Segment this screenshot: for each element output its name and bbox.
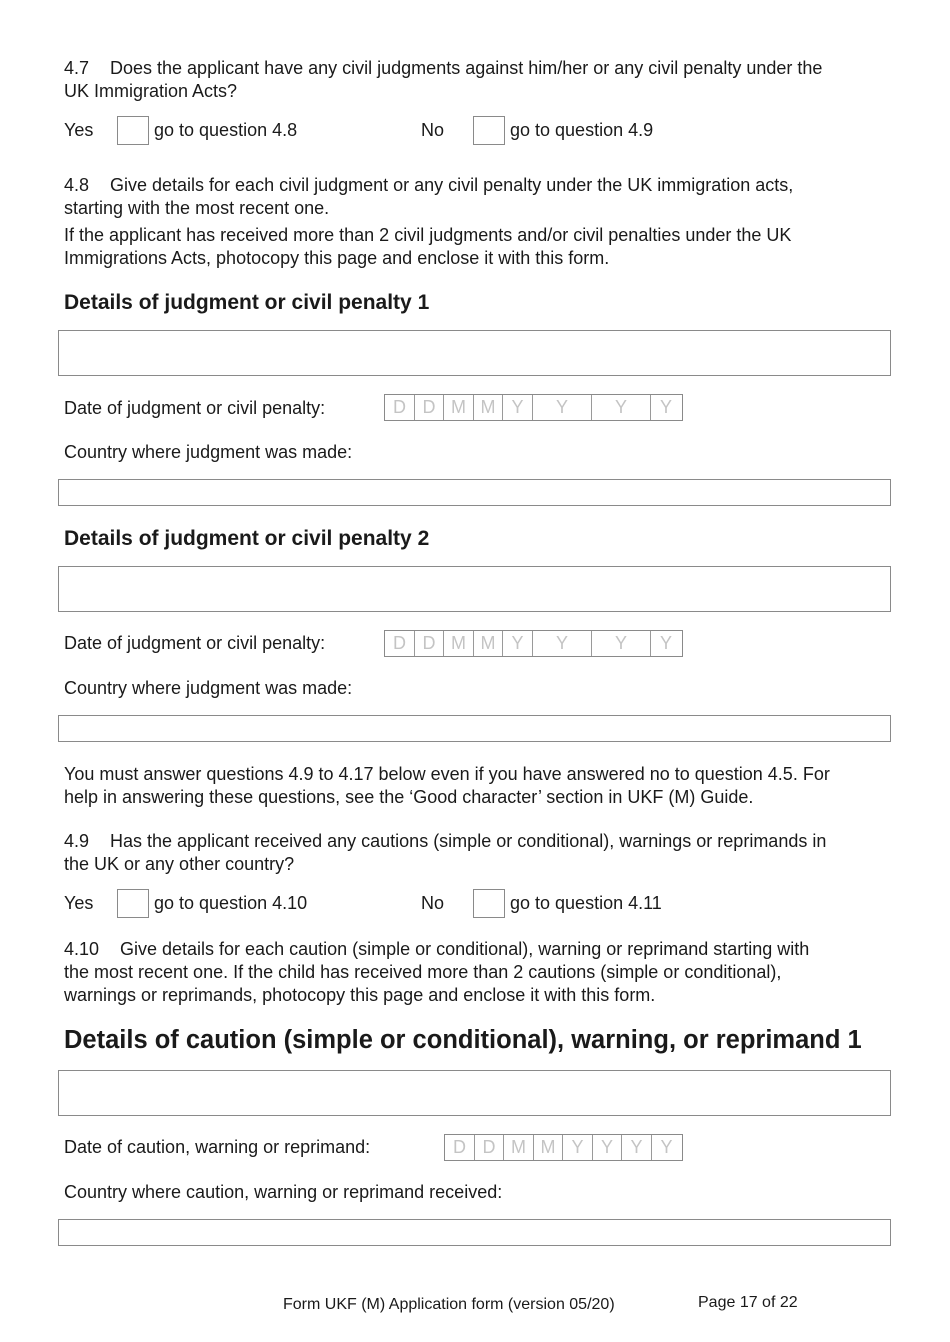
question-number: 4.7 (64, 58, 90, 78)
q47-yes-checkbox[interactable] (117, 116, 149, 145)
date-cell-year[interactable]: Y (660, 1137, 673, 1157)
date-cell-day[interactable]: D (385, 631, 415, 656)
judgment-1-date-label: Date of judgment or civil penalty: (64, 398, 326, 418)
date-cell-month[interactable]: M (444, 395, 474, 420)
date-cell-year[interactable]: Y (503, 395, 533, 420)
judgment-2-date-label: Date of judgment or civil penalty: (64, 633, 326, 653)
date-cell-year[interactable]: Y (533, 395, 592, 420)
date-cell-day[interactable]: D (445, 1135, 475, 1160)
date-cell-year[interactable]: Y (563, 1135, 593, 1160)
caution-1-country-field[interactable] (58, 1219, 891, 1246)
date-cell-year[interactable]: Y (622, 1135, 652, 1160)
q47-yes-label: Yes (64, 120, 94, 140)
q47-no-goto: go to question 4.9 (510, 120, 654, 140)
caution-1-date-label: Date of caution, warning or reprimand: (64, 1137, 371, 1157)
date-cell-month[interactable]: M (444, 631, 474, 656)
date-cell-year[interactable]: Y (659, 397, 672, 417)
judgment-1-country-field[interactable] (58, 479, 891, 506)
judgment-2-country-label: Country where judgment was made: (64, 678, 353, 698)
q47-yes-goto: go to question 4.8 (154, 120, 298, 140)
date-cell-year[interactable]: Y (533, 631, 592, 656)
q49-yes-label: Yes (64, 893, 94, 913)
date-cell-month[interactable]: M (474, 631, 503, 656)
judgment-2-heading: Details of judgment or civil penalty 2 (64, 527, 430, 550)
q49-no-goto: go to question 4.11 (510, 893, 662, 913)
caution-1-details-field[interactable] (58, 1070, 891, 1116)
date-cell-year[interactable]: Y (593, 1135, 622, 1160)
date-cell-month[interactable]: M (504, 1135, 534, 1160)
question-4-7-text: 4.7 Does the applicant have any civil judgments against him/her or any civil penalty under the UK Immigration Acts? (64, 58, 823, 101)
date-cell-year[interactable]: Y (592, 395, 651, 420)
q47-no-label: No (421, 120, 445, 140)
question-number: 4.8 (64, 175, 90, 195)
caution-1-heading: Details of caution (simple or conditional), warning, or reprimand 1 (64, 1026, 862, 1054)
judgment-2-date-field[interactable] (384, 630, 683, 657)
q47-no-checkbox[interactable] (473, 116, 505, 145)
question-number: 4.10 (64, 939, 100, 959)
date-cell-day[interactable]: D (415, 395, 444, 420)
judgment-1-country-label: Country where judgment was made: (64, 442, 353, 462)
date-cell-day[interactable]: D (385, 395, 415, 420)
judgment-1-date-field[interactable] (384, 394, 683, 421)
date-cell-day[interactable]: D (415, 631, 444, 656)
question-4-10-text: 4.10 Give details for each caution (simple or conditional), warning or reprimand starting with the most recent one. If the child has received more than 2 cautions (simple or conditional), warnings or reprimands, photocopy this page and enclose it with this form. (64, 939, 810, 1005)
q49-no-checkbox[interactable] (473, 889, 505, 918)
question-4-9-text: 4.9 Has the applicant received any cautions (simple or conditional), warnings or reprimands in the UK or any other country? (64, 831, 827, 874)
mandatory-notice: You must answer questions 4.9 to 4.17 below even if you have answered no to question 4.5. For help in answering these questions, see the ‘Good character’ section in UKF (M) Guide. (64, 764, 830, 807)
caution-1-date-field[interactable] (444, 1134, 683, 1161)
footer-page-number: Page 17 of 22 (698, 1294, 798, 1311)
q49-yes-checkbox[interactable] (117, 889, 149, 918)
date-cell-day[interactable]: D (475, 1135, 504, 1160)
date-cell-year[interactable]: Y (592, 631, 651, 656)
judgment-1-details-field[interactable] (58, 330, 891, 376)
judgment-1-heading: Details of judgment or civil penalty 1 (64, 291, 430, 314)
question-number: 4.9 (64, 831, 90, 851)
date-cell-month[interactable]: M (474, 395, 503, 420)
caution-1-country-label: Country where caution, warning or reprimand received: (64, 1182, 503, 1202)
judgment-2-country-field[interactable] (58, 715, 891, 742)
date-cell-month[interactable]: M (534, 1135, 563, 1160)
date-cell-year[interactable]: Y (659, 633, 672, 653)
q49-no-label: No (421, 893, 445, 913)
q49-yes-goto: go to question 4.10 (154, 893, 308, 913)
question-4-8-text: 4.8 Give details for each civil judgment or any civil penalty under the UK immigration acts, starting with the most recent one. If the applicant has received more than 2 civil judgments and/or civil penalties under the UK Immigrations Acts, photocopy this page and enclose it with this form. (64, 175, 794, 268)
judgment-2-details-field[interactable] (58, 566, 891, 612)
footer-form-name: Form UKF (M) Application form (version 05/20) (283, 1296, 615, 1313)
date-cell-year[interactable]: Y (503, 631, 533, 656)
